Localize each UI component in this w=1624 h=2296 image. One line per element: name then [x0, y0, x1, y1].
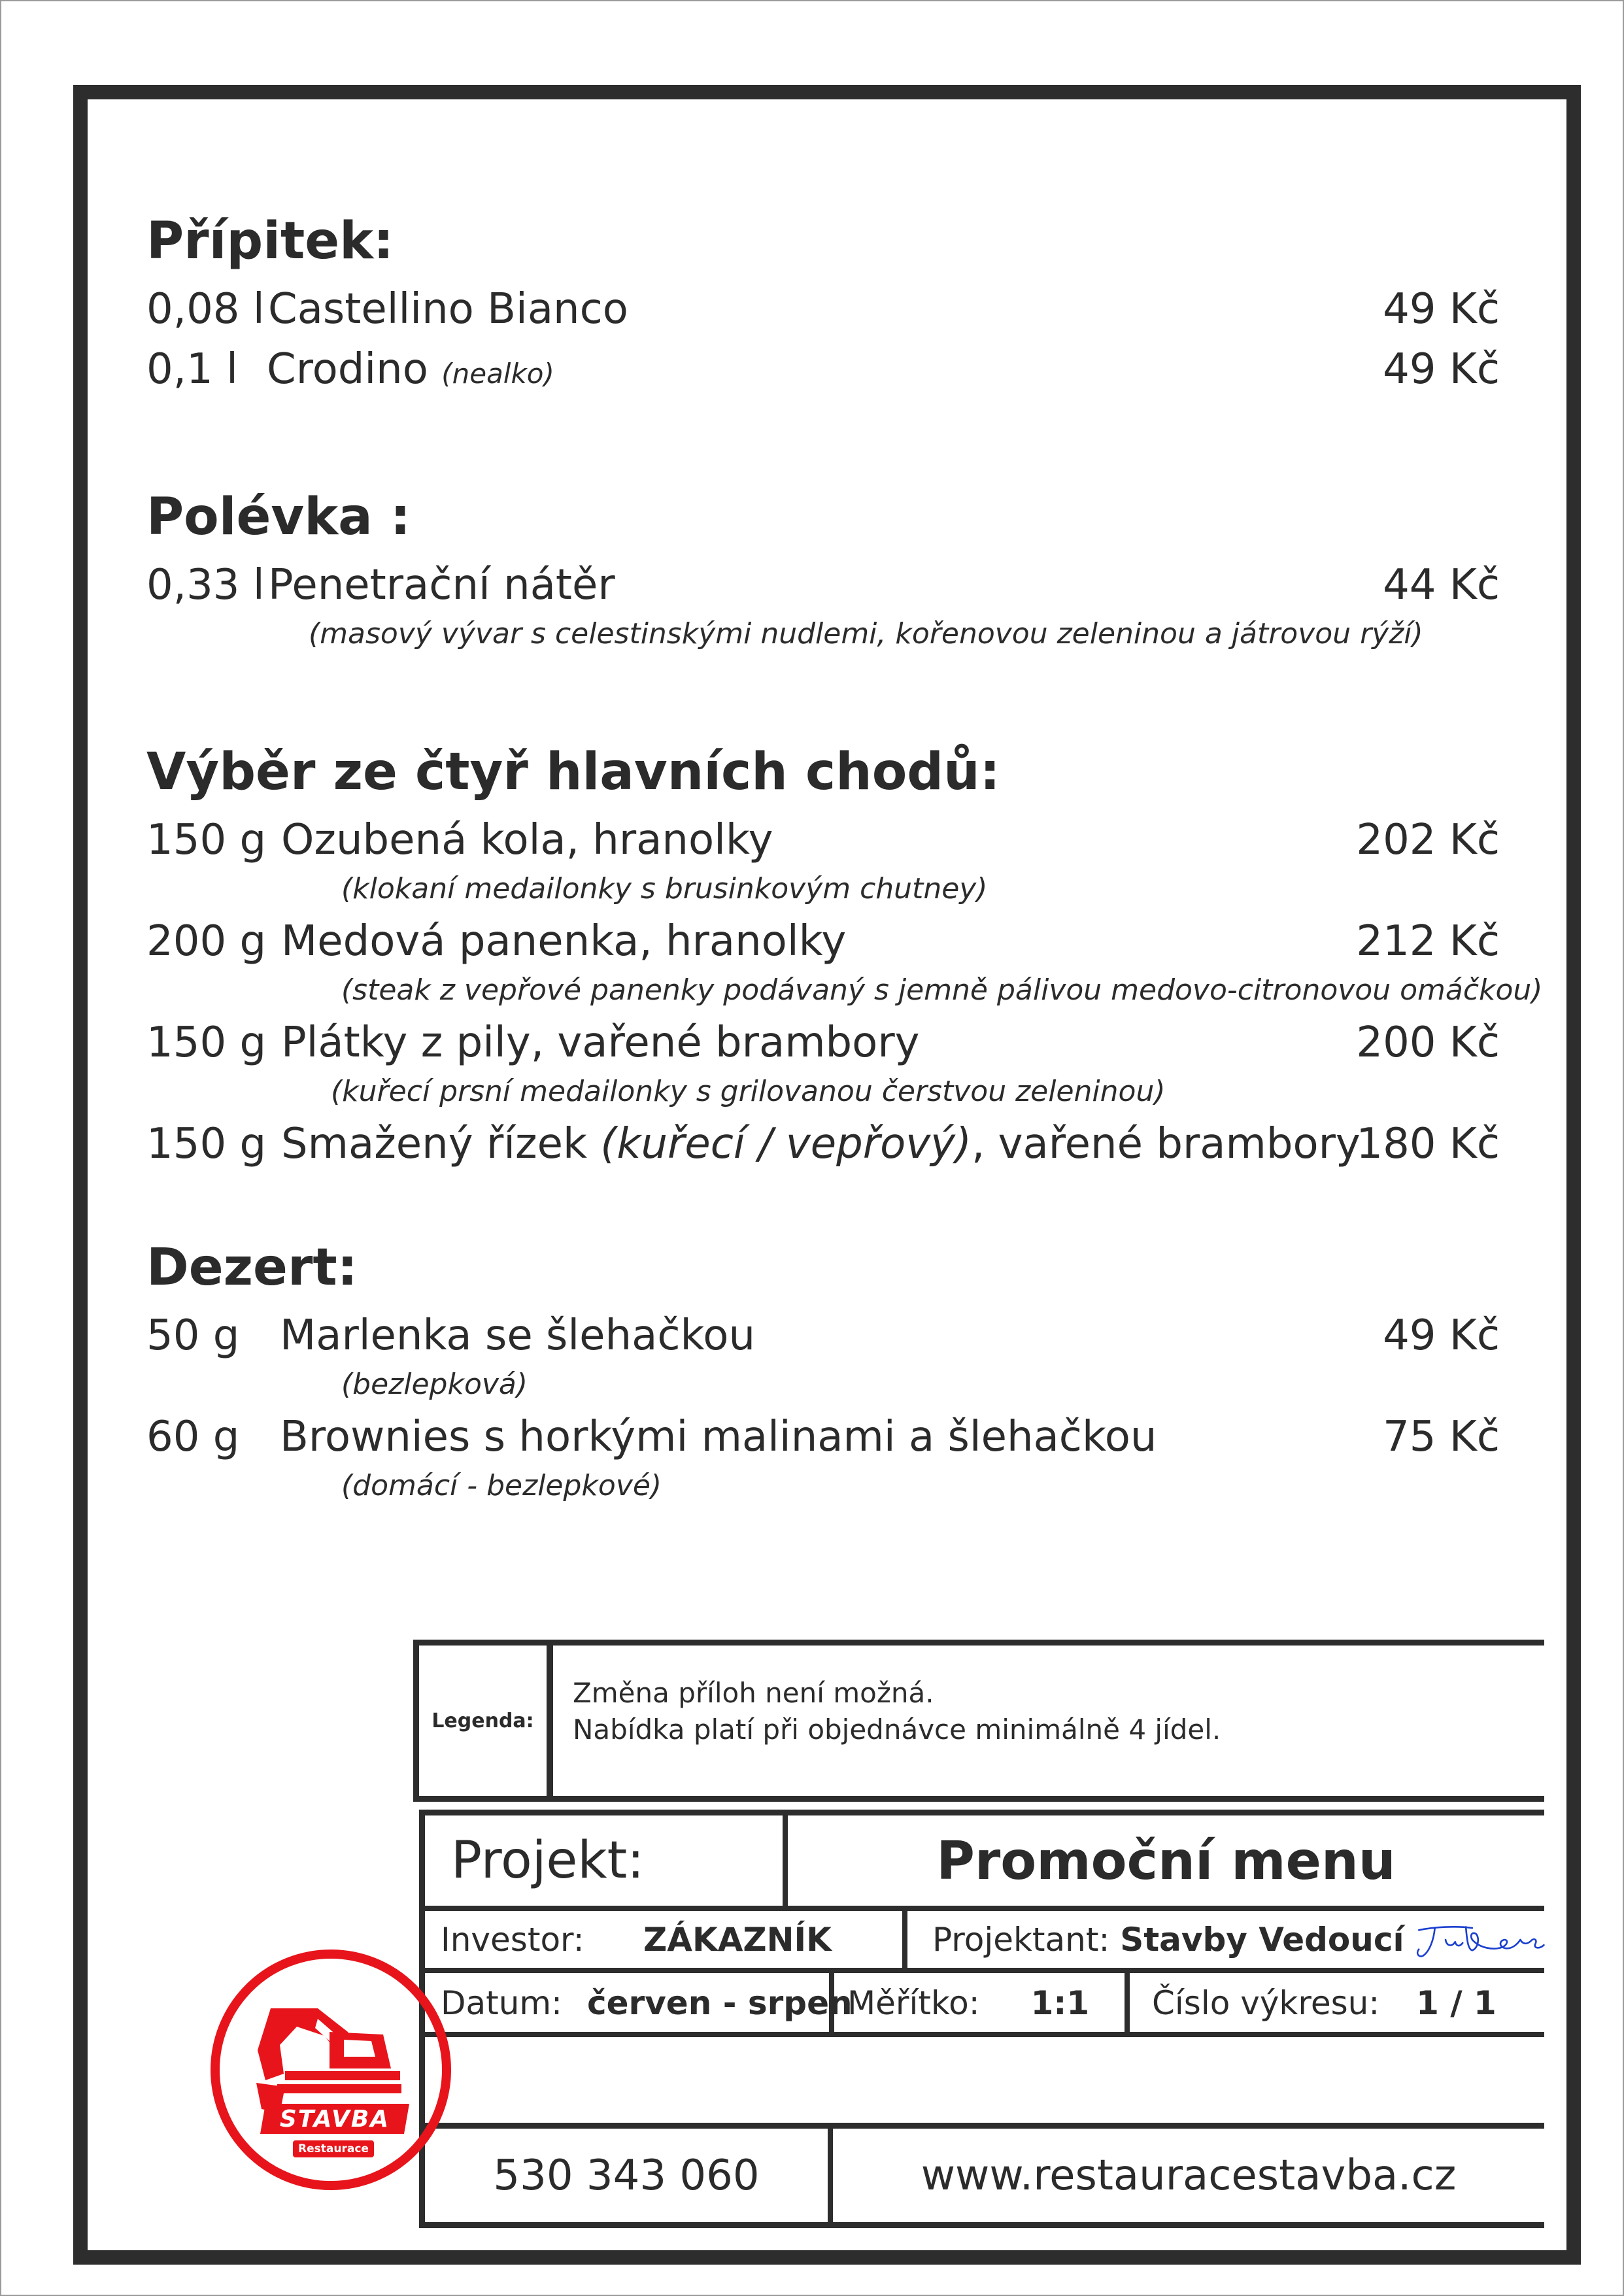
- item-name: Castellino Bianco: [268, 285, 628, 333]
- item-price: 75 Kč: [1383, 1413, 1500, 1461]
- item-price: 49 Kč: [1383, 345, 1500, 394]
- section-title-soup: Polévka :: [146, 488, 411, 547]
- website-url: www.restauracestavba.cz: [921, 2151, 1457, 2200]
- item-price: 180 Kč: [1356, 1120, 1500, 1168]
- designer-label: Projektant:: [932, 1920, 1110, 1959]
- menu-item: [146, 1309, 1500, 1362]
- item-description: (klokaní medailonky s brusinkovým chutney): [341, 872, 988, 905]
- item-name: Crodino: [267, 345, 428, 394]
- item-quantity: 50 g: [146, 1311, 240, 1360]
- phone-number: 530 343 060: [493, 2151, 760, 2200]
- section-title-mains: Výběr ze čtyř hlavních chodů:: [146, 743, 1000, 802]
- project-label: Projekt:: [451, 1831, 645, 1890]
- date-field: [441, 1973, 853, 2033]
- item-quantity: 150 g: [146, 816, 267, 864]
- scale-label: Měřítko:: [847, 1984, 980, 2022]
- legend-text: [573, 1675, 1221, 1748]
- project-title: Promoční menu: [936, 1830, 1396, 1891]
- date-label: Datum:: [441, 1984, 562, 2022]
- item-description: (masový vývar s celestinskými nudlemi, kořenovou zeleninou a játrovou rýží): [309, 617, 1423, 650]
- item-quantity: 60 g: [146, 1413, 240, 1461]
- section-title-toast: Přípitek:: [146, 212, 394, 271]
- item-description: (kuřecí prsní medailonky s grilovanou čerstvou zeleninou): [331, 1075, 1166, 1108]
- item-price: 44 Kč: [1383, 561, 1500, 609]
- menu-item: [146, 814, 1500, 866]
- item-name: Smažený řízek: [281, 1120, 601, 1168]
- designer-value: Stavby Vedoucí: [1120, 1920, 1404, 1959]
- investor-value: ZÁKAZNÍK: [643, 1920, 832, 1959]
- menu-item: [146, 1017, 1500, 1069]
- item-quantity: 150 g: [146, 1120, 267, 1168]
- item-price: 212 Kč: [1356, 917, 1500, 966]
- item-note: (nealko): [441, 358, 554, 390]
- menu-item: [146, 915, 1500, 968]
- item-name: Plátky z pily, vařené brambory: [281, 1019, 920, 1067]
- item-name: Brownies s horkými malinami a šlehačkou: [280, 1413, 1157, 1461]
- drawing-label: Číslo výkresu:: [1152, 1984, 1380, 2022]
- stavba-logo: [211, 1950, 451, 2190]
- item-description: (domácí - bezlepkové): [341, 1469, 662, 1502]
- menu-item: [146, 559, 1500, 611]
- legend-label: Legenda:: [431, 1709, 534, 1732]
- drawing-value: 1 / 1: [1416, 1984, 1497, 2022]
- scale-field: [847, 1973, 1122, 2033]
- item-quantity: 0,08 l: [146, 285, 265, 333]
- legend-line: Nabídka platí při objednávce minimálně 4 jídel.: [573, 1714, 1221, 1746]
- designer-field: [932, 1911, 1547, 1968]
- logo-text: STAVBA: [279, 2105, 390, 2133]
- item-name: Medová panenka, hranolky: [281, 917, 847, 966]
- item-quantity: 0,1 l: [146, 345, 238, 394]
- item-quantity: 0,33 l: [146, 561, 265, 609]
- item-price: 49 Kč: [1383, 285, 1500, 333]
- item-description: (steak z vepřové panenky podávaný s jemně pálivou medovo-citronovou omáčkou): [341, 973, 1543, 1007]
- scale-value: 1:1: [1030, 1984, 1090, 2022]
- item-price: 49 Kč: [1383, 1311, 1500, 1360]
- item-variant: (kuřecí / vepřový): [600, 1120, 972, 1168]
- menu-item: [146, 343, 1500, 396]
- item-price: 200 Kč: [1356, 1019, 1500, 1067]
- menu-item: [146, 283, 1500, 335]
- section-title-dessert: Dezert:: [146, 1238, 358, 1297]
- item-name: Penetrační nátěr: [268, 561, 615, 609]
- investor-label: Investor:: [441, 1920, 584, 1959]
- menu-item: [146, 1411, 1500, 1463]
- legend-line: Změna příloh není možná.: [573, 1677, 934, 1709]
- item-description: (bezlepková): [341, 1368, 528, 1401]
- item-quantity: 150 g: [146, 1019, 267, 1067]
- item-name: Marlenka se šlehačkou: [280, 1311, 755, 1360]
- date-value: červen - srpen: [587, 1984, 853, 2022]
- item-price: 202 Kč: [1356, 816, 1500, 864]
- menu-item: [146, 1118, 1500, 1170]
- logo-subtext: Restaurace: [298, 2142, 369, 2155]
- item-side: , vařené brambory: [971, 1120, 1361, 1168]
- item-name: Ozubená kola, hranolky: [281, 816, 773, 864]
- signature: [1413, 1914, 1547, 1966]
- drawing-number-field: [1152, 1973, 1544, 2033]
- item-quantity: 200 g: [146, 917, 267, 966]
